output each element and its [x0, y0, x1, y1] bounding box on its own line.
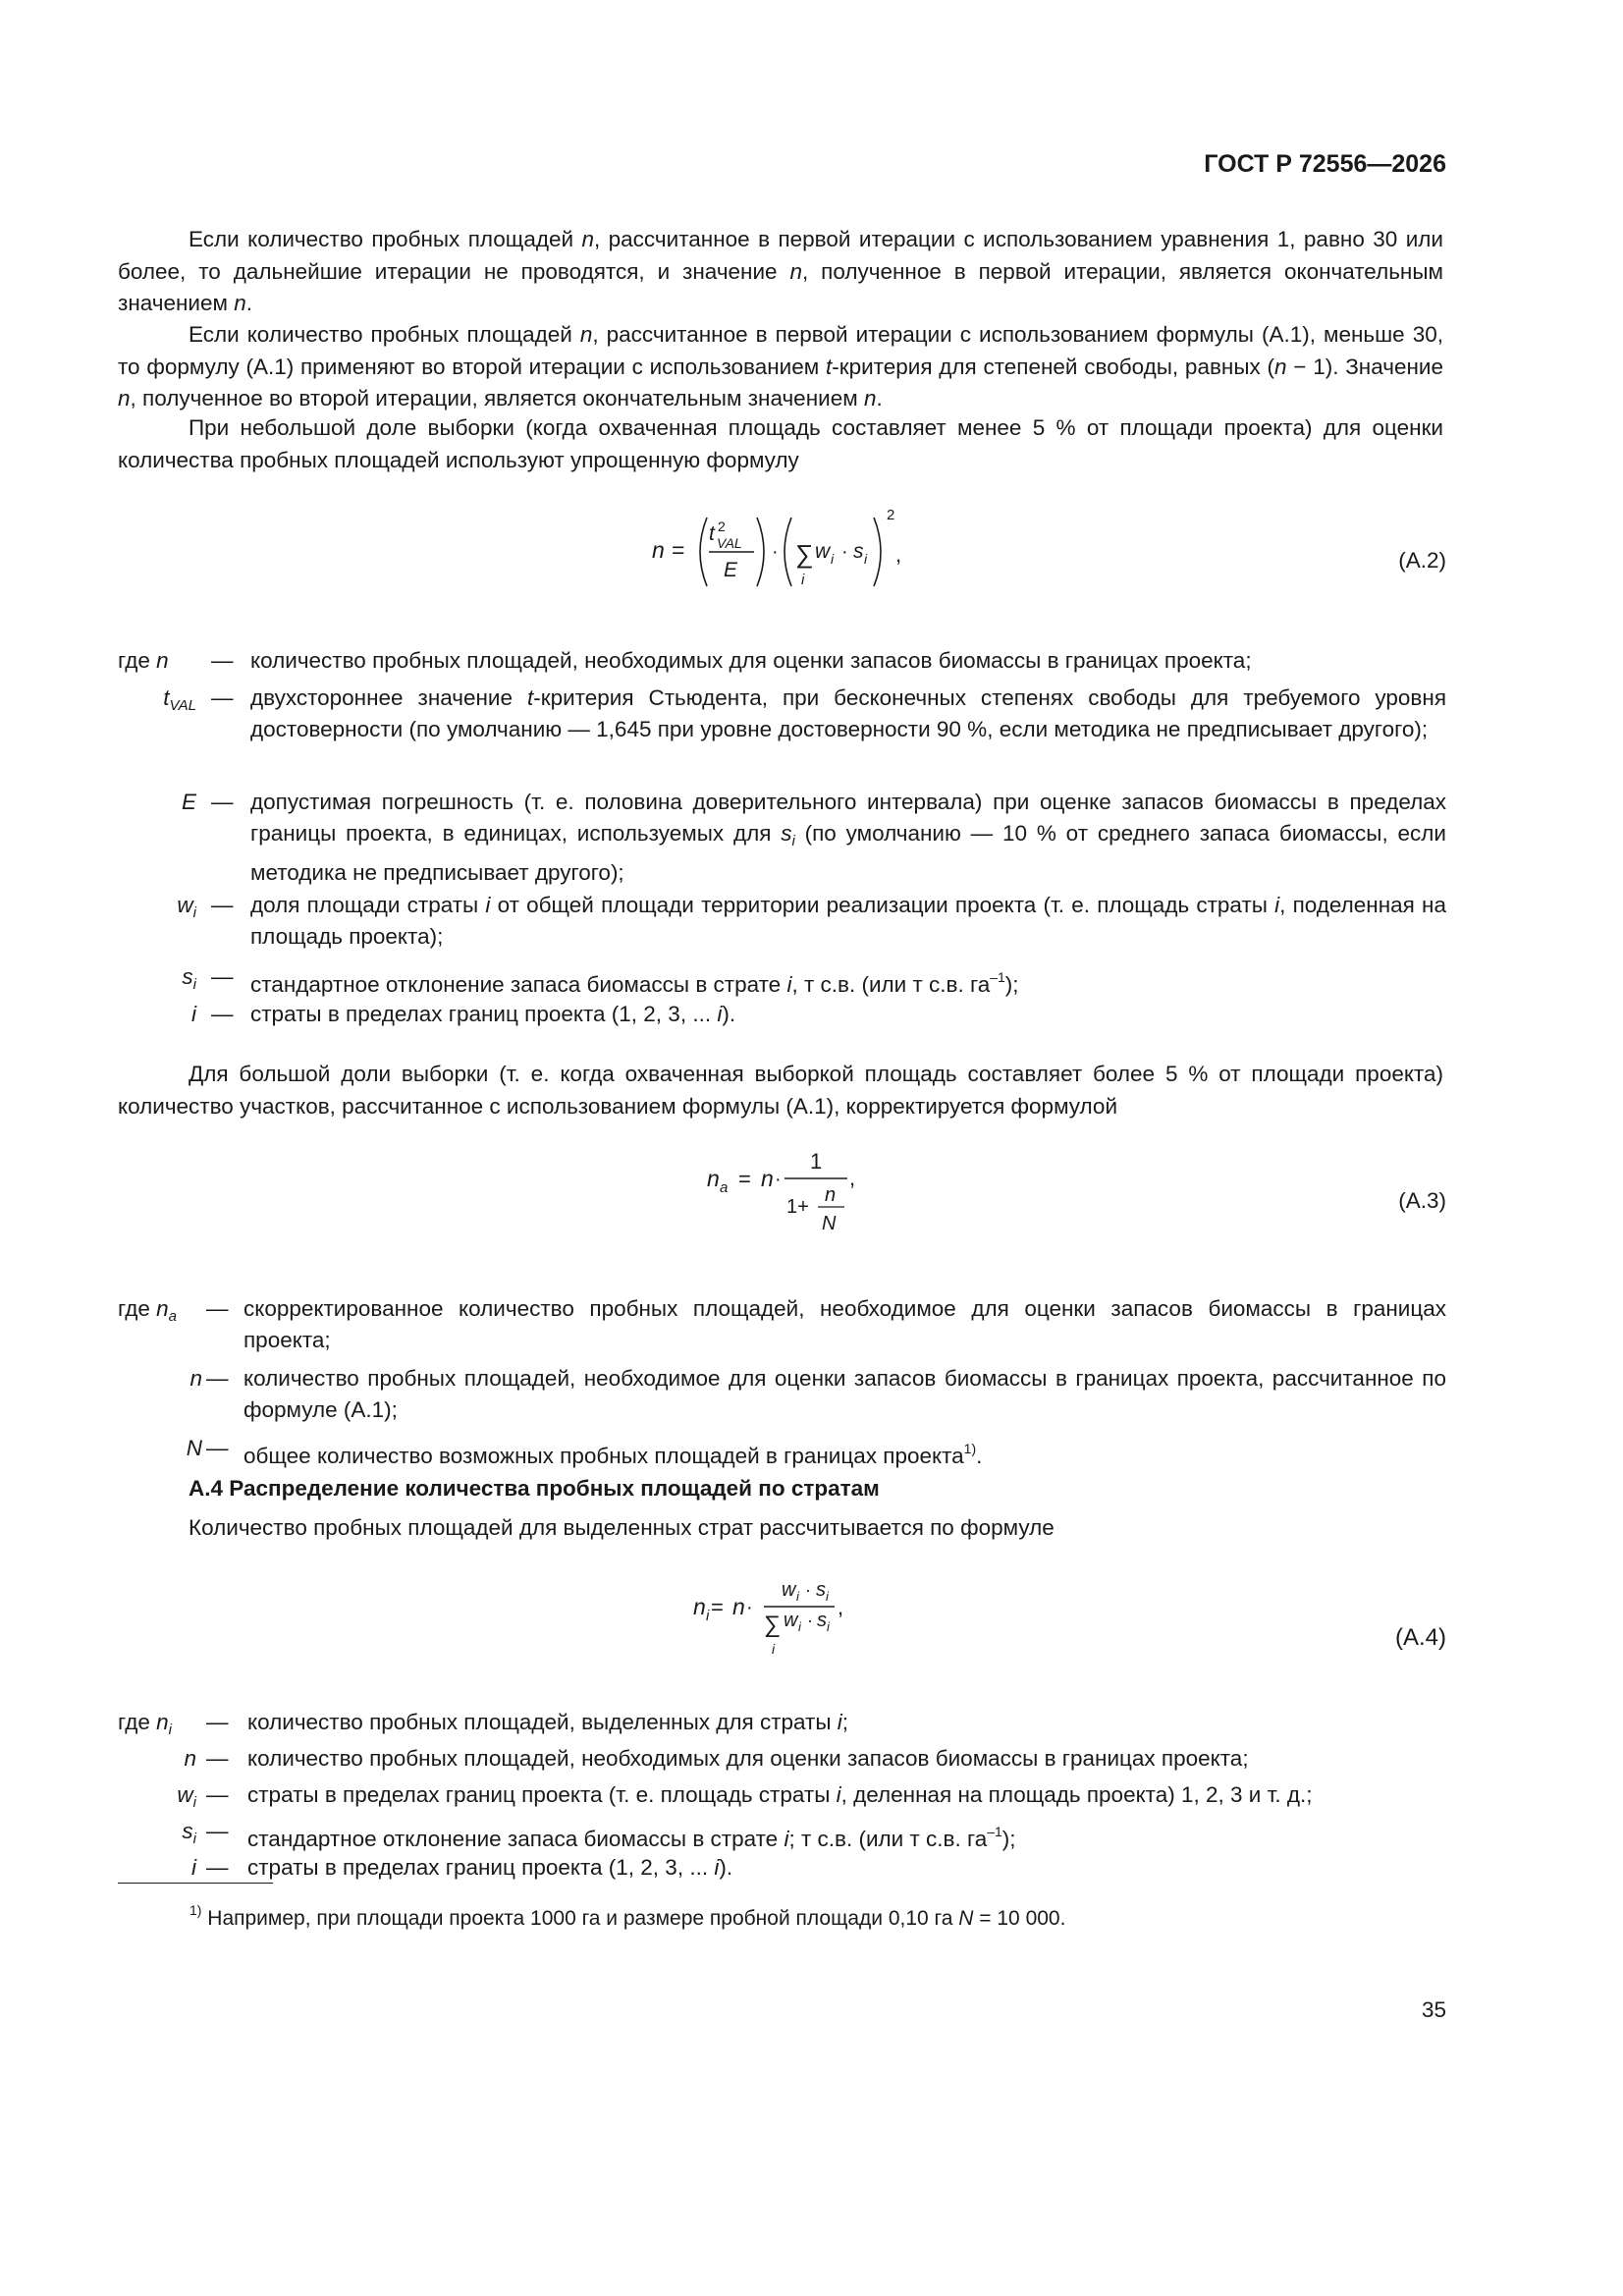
def-term: где $n_i$: [118, 1710, 172, 1738]
svg-text:·: ·: [807, 1611, 813, 1630]
def-term: i: [191, 1002, 196, 1026]
formula-a3: [702, 1139, 879, 1247]
svg-text:∑: ∑: [764, 1612, 782, 1638]
svg-text:=: =: [711, 1595, 724, 1619]
formula-a2: [638, 496, 933, 604]
def-text: количество пробных площадей, необходимых для оценки запасов биомассы в границах проекта;: [247, 1746, 1249, 1771]
def-text: двухстороннее значение t-критерия Стьюдента, при бесконечных степенях свободы для требуемого уровня достоверности (по умолчанию — 1,645 при уровне достоверности 90 %, если методика не предписывает другого);: [250, 685, 1446, 741]
paragraph-3: При небольшой доле выборки (когда охваченная площадь составляет менее 5 % от площади проекта) для оценки количества пробных площадей используют упрощенную формулу: [118, 415, 1443, 472]
def-dash: —: [211, 964, 234, 989]
svg-text:a: a: [720, 1179, 729, 1196]
def-text: страты в пределах границ проекта (1, 2, 3, ... i).: [247, 1855, 733, 1880]
svg-text:i: i: [801, 572, 805, 588]
svg-text:n: n: [707, 1166, 720, 1191]
def-term: n: [184, 1746, 196, 1771]
svg-text:=: =: [672, 537, 685, 563]
document-id: ГОСТ Р 72556—2026: [1204, 150, 1446, 178]
svg-text:n: n: [825, 1184, 837, 1206]
paragraph-5: Количество пробных площадей для выделенных страт рассчитывается по формуле: [189, 1515, 1055, 1540]
svg-text:w: w: [782, 1579, 796, 1601]
def-term: n: [189, 1366, 202, 1391]
def-term: i: [191, 1855, 196, 1880]
svg-text:i: i: [864, 551, 868, 567]
def-term: $w_i$: [177, 893, 196, 921]
def-dash: —: [206, 1296, 229, 1321]
def-text: скорректированное количество пробных площадей, необходимое для оценки запасов биомассы в границах проекта;: [243, 1296, 1446, 1352]
svg-text:1+: 1+: [786, 1196, 809, 1218]
def-text: доля площади страты i от общей площади территории реализации проекта (т. е. площадь страты i, поделенная на площадь проекта);: [250, 893, 1446, 949]
def-text: общее количество возможных пробных площадей в границах проекта$^{1)}$.: [243, 1441, 983, 1468]
svg-text:2: 2: [718, 519, 726, 534]
svg-text:t: t: [709, 522, 715, 545]
svg-text:n: n: [761, 1166, 774, 1191]
paragraph-4: Для большой доли выборки (т. е. когда охваченная выборкой площадь составляет более 5 % от площади проекта) количество участков, рассчитанное с использованием формулы (А.1), корректируется формулой: [118, 1062, 1443, 1119]
def-text: количество пробных площадей, необходимых для оценки запасов биомассы в границах проекта;: [250, 648, 1252, 673]
def-dash: —: [206, 1746, 229, 1771]
svg-text:i: i: [706, 1608, 710, 1624]
def-dash: —: [211, 893, 234, 917]
svg-text:s: s: [816, 1579, 826, 1601]
def-text: страты в пределах границ проекта (т. е. площадь страты i, деленная на площадь проекта) 1, 2, 3 и т. д.;: [247, 1782, 1313, 1807]
def-dash: —: [206, 1366, 229, 1391]
def-text: допустимая погрешность (т. е. половина доверительного интервала) при оценке запасов биомассы в пределах границы проекта, в единицах, используемых для $s_i$ (по умолчанию — 10 % от среднего запаса биомассы, если методика не предписывает другого);: [250, 790, 1446, 885]
svg-text:·: ·: [841, 541, 848, 563]
def-dash: —: [211, 1002, 234, 1026]
svg-text:s: s: [817, 1610, 827, 1631]
paragraph-1: Если количество пробных площадей n, рассчитанное в первой итерации с использованием уравнения 1, равно 30 или более, то дальнейшие итерации не проводятся, и значение n, полученное в первой итерации, является окончательным значением n.: [118, 227, 1443, 315]
svg-text:i: i: [798, 1619, 801, 1634]
svg-text:∑: ∑: [795, 539, 814, 569]
def-dash: —: [206, 1782, 229, 1807]
def-text: стандартное отклонение запаса биомассы в страте i; т с.в. (или т с.в. $га^{-1}$);: [247, 1824, 1016, 1851]
formula-a4: [687, 1571, 884, 1669]
svg-text:·: ·: [746, 1597, 753, 1618]
def-dash: —: [206, 1819, 229, 1843]
svg-text:i: i: [831, 551, 835, 567]
def-term: $w_i$: [177, 1782, 196, 1811]
svg-text:i: i: [796, 1589, 799, 1604]
def-dash: —: [211, 648, 234, 673]
def-dash: —: [206, 1855, 229, 1880]
svg-text:·: ·: [805, 1580, 811, 1600]
def-dash: —: [211, 685, 234, 710]
svg-text:s: s: [853, 540, 864, 563]
def-term: E: [181, 790, 196, 814]
page-number: 35: [1421, 1997, 1446, 2022]
svg-text:,: ,: [849, 1166, 856, 1190]
def-term: $s_i$: [182, 1819, 196, 1847]
svg-text:VAL: VAL: [717, 535, 742, 551]
svg-text:i: i: [826, 1589, 829, 1604]
svg-text:i: i: [827, 1619, 830, 1634]
def-text: количество пробных площадей, необходимое для оценки запасов биомассы в границах проекта, рассчитанное по формуле (А.1);: [243, 1366, 1446, 1422]
def-term: N: [186, 1436, 202, 1460]
svg-text:N: N: [822, 1213, 837, 1234]
footnote-separator: [118, 1883, 273, 1884]
equation-number-a2: (А.2): [1398, 548, 1446, 573]
svg-text:n: n: [732, 1594, 745, 1619]
def-term: где $n_a$: [118, 1296, 177, 1325]
svg-text:w: w: [784, 1610, 798, 1631]
svg-text:i: i: [772, 1641, 776, 1657]
def-text: количество пробных площадей, выделенных для страты i;: [247, 1710, 849, 1734]
svg-text:2: 2: [887, 507, 895, 523]
equation-number-a4: (А.4): [1394, 1624, 1446, 1651]
def-term: $t_{VAL}$: [163, 685, 196, 714]
svg-text:,: ,: [895, 542, 902, 567]
svg-text:1: 1: [810, 1149, 823, 1174]
svg-text:n: n: [693, 1594, 706, 1619]
footnote: $^{1)}$ Например, при площади проекта 1000 га и размере пробной площади 0,10 га N = 10 000.: [189, 1902, 1066, 1930]
def-dash: —: [206, 1436, 229, 1460]
def-text: стандартное отклонение запаса биомассы в страте i, т с.в. (или т с.в. $га^{-1}$);: [250, 969, 1019, 997]
svg-text:·: ·: [775, 1169, 782, 1190]
svg-text:w: w: [815, 540, 831, 563]
svg-text:n: n: [652, 537, 665, 563]
equation-number-a3: (А.3): [1398, 1188, 1446, 1213]
def-text: страты в пределах границ проекта (1, 2, 3, ... i).: [250, 1002, 736, 1026]
section-heading: А.4 Распределение количества пробных площадей по стратам: [189, 1476, 880, 1501]
def-term: где n: [118, 648, 169, 673]
def-dash: —: [206, 1710, 229, 1734]
def-term: $s_i$: [182, 964, 196, 993]
def-dash: —: [211, 790, 234, 814]
svg-text:,: ,: [838, 1595, 844, 1619]
svg-text:E: E: [724, 559, 738, 581]
svg-text:=: =: [738, 1167, 751, 1191]
svg-text:·: ·: [772, 541, 779, 563]
paragraph-2: Если количество пробных площадей n, рассчитанное в первой итерации с использованием формулы (А.1), меньше 30, то формулу (А.1) применяют во второй итерации с использованием t-критерия для степеней свободы, равных (n − 1). Значение n, полученное во второй итерации, является окончательным значением n.: [118, 322, 1443, 410]
